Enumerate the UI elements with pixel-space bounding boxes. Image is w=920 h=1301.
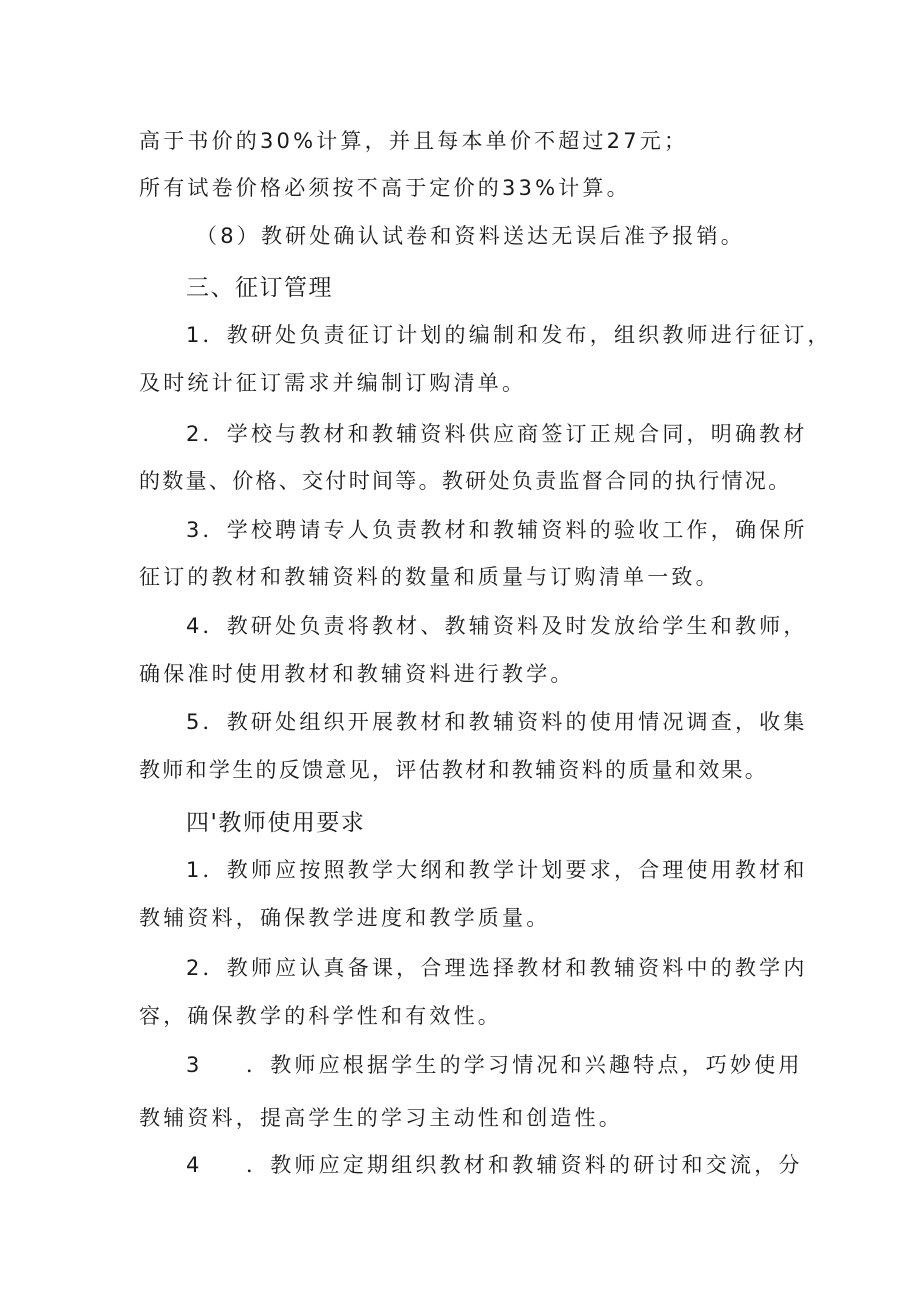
list-item-line: 教辅资料，提高学生的学习主动性和创造性。 xyxy=(139,1106,623,1130)
section-heading: 三、征订管理 xyxy=(186,275,333,301)
item-number: 3 xyxy=(186,1053,203,1077)
list-item-line: 3．学校聘请专人负责教材和教辅资料的验收工作，确保所 xyxy=(186,518,808,542)
item-number: 4 xyxy=(186,1153,203,1177)
section-heading: 四'教师使用要求 xyxy=(186,810,366,836)
item-text: ．教师应根据学生的学习情况和兴趣特点，巧妙使用 xyxy=(246,1053,803,1077)
list-item-line: 4．教研处负责将教材、教辅资料及时发放给学生和教师， xyxy=(186,614,808,638)
list-item-line: 征订的教材和教辅资料的数量和质量与订购清单一致。 xyxy=(139,565,720,589)
list-item-line xyxy=(186,1155,803,1176)
list-item-line: 的数量、价格、交付时间等。教研处负责监督合同的执行情况。 xyxy=(139,469,792,493)
text-line: 所有试卷价格必须按不高于定价的33%计算。 xyxy=(139,176,631,200)
list-item-line: 确保准时使用教材和教辅资料进行教学。 xyxy=(139,662,575,686)
list-item-line: 5．教研处组织开展教材和教辅资料的使用情况调查，收集 xyxy=(186,710,808,734)
list-item-line: 2．教师应认真备课，合理选择教材和教辅资料中的教学内 xyxy=(186,956,808,980)
text-line: 高于书价的30%计算，并且每本单价不超过27元； xyxy=(139,129,689,153)
list-item-line: 教师和学生的反馈意见，评估教材和教辅资料的质量和效果。 xyxy=(139,758,769,782)
list-item-line: 1．教师应按照教学大纲和教学计划要求，合理使用教材和 xyxy=(186,858,808,882)
list-item-line: 及时统计征订需求并编制订购清单。 xyxy=(139,371,527,395)
list-item-line: 1．教研处负责征订计划的编制和发布，组织教师进行征订， xyxy=(186,323,832,347)
text-line: （8）教研处确认试卷和资料送达无误后准予报销。 xyxy=(196,224,745,248)
list-item-line: 容，确保教学的科学性和有效性。 xyxy=(139,1004,502,1028)
list-item-line: 2．学校与教材和教辅资料供应商签订正规合同，明确教材 xyxy=(186,422,808,446)
item-text: ．教师应定期组织教材和教辅资料的研讨和交流，分 xyxy=(246,1153,803,1177)
list-item-line xyxy=(186,1055,803,1076)
list-item-line: 教辅资料，确保教学进度和教学质量。 xyxy=(139,906,551,930)
